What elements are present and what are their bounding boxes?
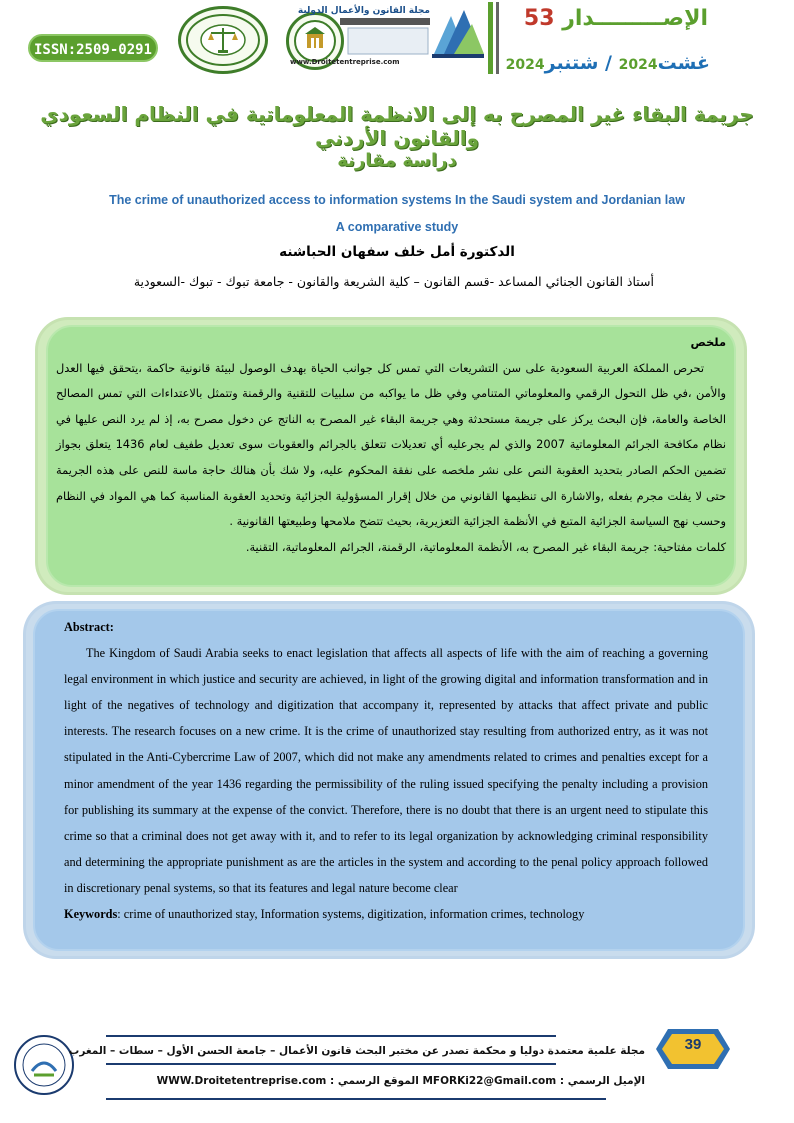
header-divider-green: [488, 2, 493, 74]
issue-label: الإصـــــــــدار: [562, 6, 708, 31]
date-separator: /: [598, 52, 619, 74]
date-month1: غشت: [657, 52, 710, 74]
english-keywords: [64, 901, 708, 927]
english-abstract: [64, 614, 708, 927]
footer-rule-bottom: [106, 1098, 606, 1100]
footer-journal-description: مجلة علمية معتمدة دوليا و محكمة تصدر عن مختبر البحث قانون الأعمال – جامعة الحسن الأول – سطات – المغرب: [68, 1045, 645, 1057]
issn-badge: ISSN:2509-0291: [28, 34, 158, 62]
arabic-subtitle: دراسة مقارنة: [337, 150, 457, 171]
keywords-list: : crime of unauthorized stay, Information systems, digitization, information crimes, technology: [117, 907, 585, 922]
date-year1: 2024: [618, 57, 658, 73]
journal-subtitle-bar: [340, 18, 430, 25]
publisher-stamp-icon: [12, 1033, 76, 1097]
journal-title: مجلة القانون والأعمال الدولية: [297, 6, 430, 16]
footer-contact: الإميل الرسمي : MFORKi22@Gmail.com الموقع الرسمي : WWW.Droitetentreprise.com: [156, 1075, 645, 1087]
publisher-seal: [12, 1033, 76, 1097]
header-divider-gray: [496, 2, 499, 74]
arabic-keywords: كلمات مفتاحية: جريمة البقاء غير المصرح به، الأنظمة المعلوماتية، الرقمنة، الجرائم المعلوماتية، التقنية.: [245, 539, 726, 554]
journal-website: www.Droitetentreprise.com: [290, 58, 400, 66]
author-name: الدكتورة أمل خلف سفهان الحباشنه: [279, 244, 515, 260]
issue-number: [518, 6, 708, 31]
english-abstract-body: The Kingdom of Saudi Arabia seeks to enact legislation that affects all aspects of life with the aim of reaching a governing legal environment in which justice and security are achieved, in light of the growing digital and information transformation and in light of the negatives of technology and digitization that accompany it, represented by attacks that affect private and public interests. The research focuses on a new crime. It is the crime of unauthorized stay resulting from authorized entry, as it was not stipulated in the Anti-Cybercrime Law of 2007, which did not make any amendments related to crimes and penalties except for a minor amendment of the year 1436 regarding the permissibility of the ruling issued specifying the penalty including a provision for publishing its summary at the expense of the convict. Therefore, there is no doubt that there is an urgent need to stipulate this crime so that a criminal does not get away with it, and to refer to its legal organization by acknowledging criminal responsibility and determining the appropriate punishment as are the articles in the system and according to the penal policy approach followed in discretionary penal systems, so that its features and legal nature become clear: [64, 646, 708, 895]
english-abstract-heading: Abstract:: [64, 620, 114, 634]
page-number: 39: [684, 1036, 702, 1053]
issue-value: 53: [523, 6, 555, 31]
issue-date: [505, 52, 710, 74]
research-lab-seal: [178, 6, 268, 74]
author-affiliation: أستاذ القانون الجنائي المساعد -قسم القانون – كلية الشريعة والقانون - جامعة تبوك - تبوك -السعودية: [133, 274, 654, 289]
keywords-label: Keywords: [64, 907, 118, 922]
arabic-abstract-heading: ملخص: [690, 335, 726, 349]
arabic-abstract-body: تحرص المملكة العربية السعودية على سن التشريعات التي تمس كل جوانب الحياة بهدف الوصول لبيئة قانونية حاكمة ،يتحقق فيها العدل والأمن ،في ظل التحول الرقمي والمعلوماتي المتنامي وفي ظل ما يواكبه من سلبيات للتقنية والرقمنة وتتمثل بالاعتداءات التي تمس المصالح الخاصة والعامة، فإن البحث يركز على جريمة مستحدثة وهي جريمة البقاء غير المصرح به الناتج عن دخول مصرح به، إذ لم يرد النص عليها في نظام مكافحة الجرائم المعلوماتية 2007 والذي لم يجرعليه أي تعديلات تتعلق بالجرائم والعقوبات سوى تعديل طفيف لعام 1436 يتعلق بجواز تضمين الحكم الصادر بتحديد العقوبة النص على نشر ملخصه على نفقة المحكوم عليه، ولا شك بأن هنالك حاجة ماسة للنص على هذه الجريمة حتى لا يفلت مجرم بفعله ,والاشارة الى تنظيمها القانوني من خلال إقرار المسؤولية الجزائية وتحديد العقوبة المناسبة كما هي المواد في النظام وحسب نهج السياسة الجزائية المتبع في الأنظمة الجزائية التعزيرية، بحيث تتضح ملامحها وطبيعتها القانونية .: [56, 360, 727, 529]
date-year2: 2024: [505, 57, 545, 73]
footer-rule-top: [106, 1035, 556, 1037]
date-month2: شتنبر: [544, 52, 599, 74]
scales-of-justice-icon: [184, 12, 262, 68]
footer-rule-middle: [106, 1063, 556, 1065]
english-subtitle: A comparative study: [335, 220, 459, 234]
arabic-title: جريمة البقاء غير المصرح به إلى الانظمة المعلوماتية في النظام السعودي والقانون الأردني: [40, 102, 754, 150]
arabic-abstract: [56, 330, 726, 560]
english-title: The crime of unauthorized access to information systems In the Saudi system and Jordanian law: [109, 193, 685, 207]
